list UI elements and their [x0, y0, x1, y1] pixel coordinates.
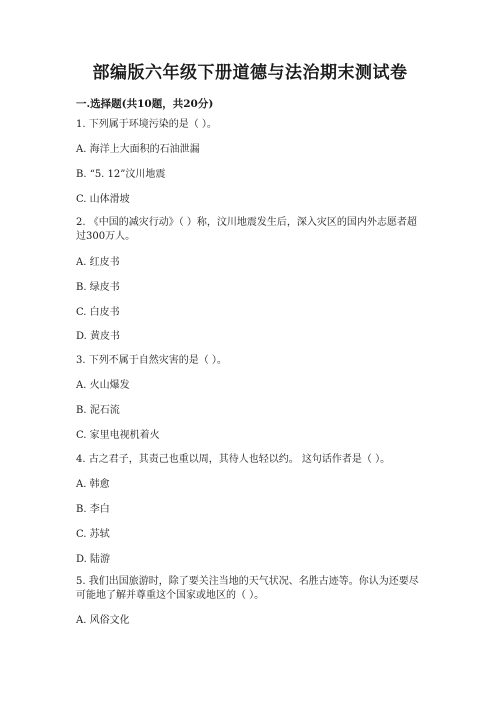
question-2-option-c: C. 白皮书 — [76, 307, 120, 318]
question-3-option-b: B. 泥石流 — [76, 405, 120, 416]
question-2-stem: 2. 《中国的减灾行动》（ ）称，汶川地震发生后，深入灾区的国内外志愿者超过300万人。 — [76, 217, 417, 242]
question-2-option-d: D. 黄皮书 — [76, 331, 121, 342]
question-2-option-a: A. 红皮书 — [76, 257, 120, 268]
question-1-stem: 1. 下列属于环境污染的是（ ）。 — [76, 119, 217, 130]
question-4-option-a: A. 韩愈 — [76, 479, 110, 490]
question-4-option-b: B. 李白 — [76, 504, 110, 515]
question-4-option-d: D. 陆游 — [76, 554, 111, 565]
section-heading: 一.选择题(共10题，共20分) — [76, 98, 214, 110]
question-4-option-c: C. 苏轼 — [76, 529, 110, 540]
question-3-option-a: A. 火山爆发 — [76, 380, 130, 391]
question-1-option-c: C. 山体滑坡 — [76, 194, 130, 205]
question-3-stem: 3. 下列不属于自然灾害的是（ ）。 — [76, 355, 227, 366]
question-5-option-a: A. 风俗文化 — [76, 615, 130, 626]
question-4-stem: 4. 古之君子，其责己也重以周，其待人也轻以约。 这句话作者是（ ）。 — [76, 454, 391, 465]
question-1-option-a: A. 海洋上大面积的石油泄漏 — [76, 144, 200, 155]
question-5-stem: 5. 我们出国旅游时，除了要关注当地的天气状况、名胜古迹等。你认为还要尽可能地了解并尊重这个国家或地区的（ ）。 — [76, 576, 419, 601]
question-1-option-b: B. “5. 12”汶川地震 — [76, 169, 166, 180]
exam-title: 部编版六年级下册道德与法治期末测试卷 — [92, 63, 408, 83]
question-3-option-c: C. 家里电视机着火 — [76, 430, 160, 441]
question-2-option-b: B. 绿皮书 — [76, 282, 120, 293]
